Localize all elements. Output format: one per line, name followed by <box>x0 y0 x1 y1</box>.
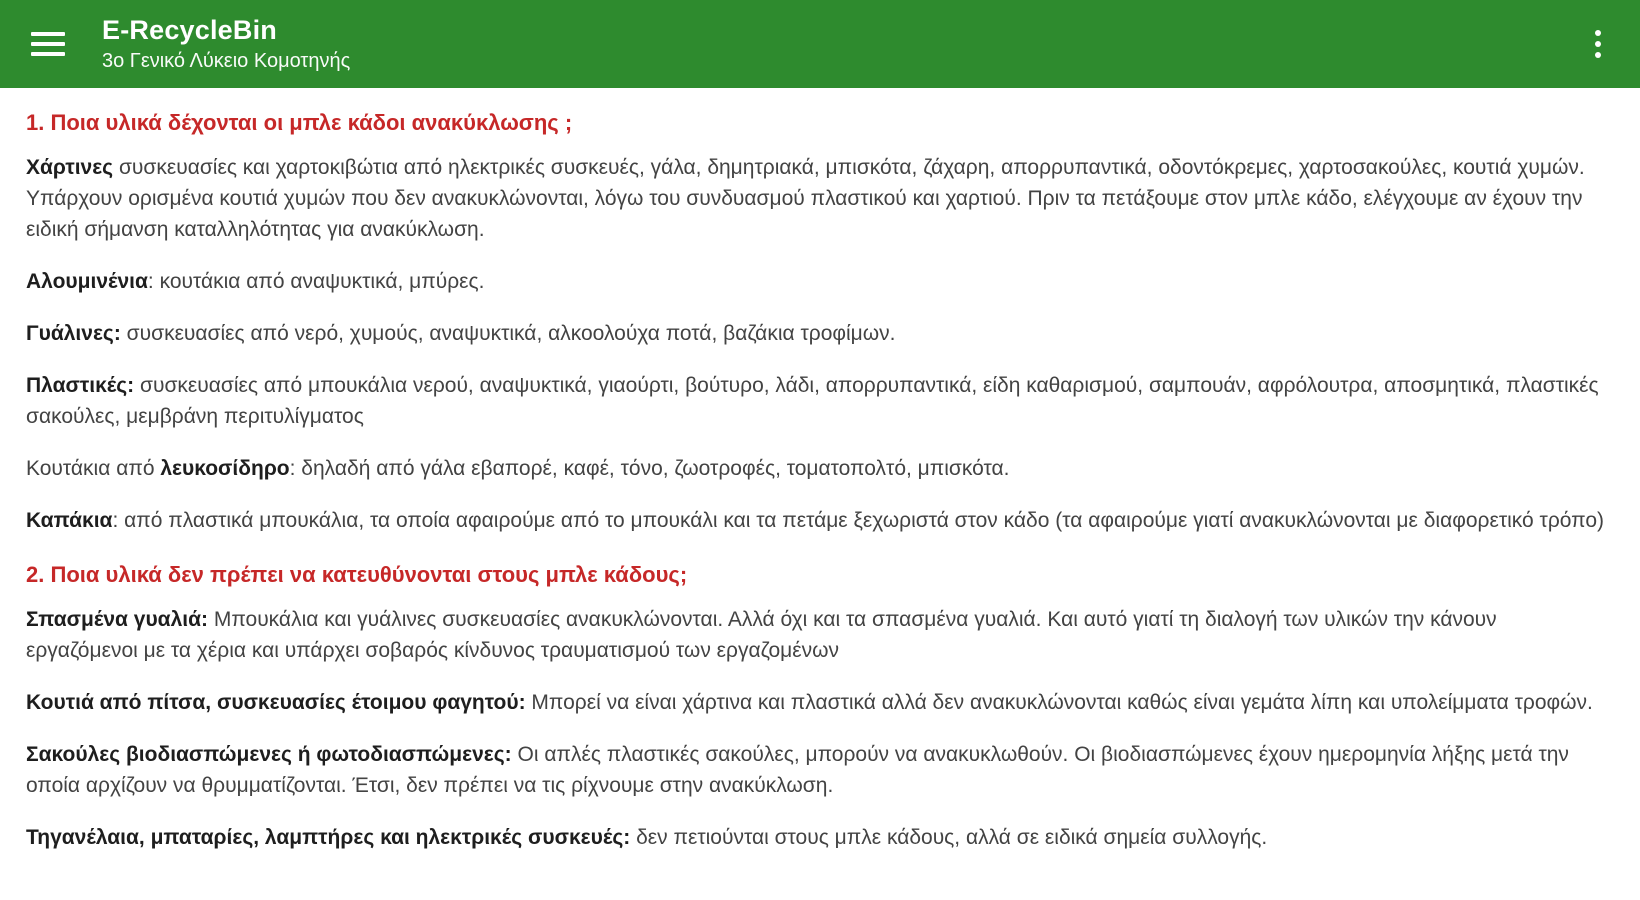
app-subtitle: 3ο Γενικό Λύκειο Κομοτηνής <box>102 50 351 73</box>
cutoff-paragraph: Τηγανέλαια, μπαταρίες, λαμπτήρες και ηλεκτρικές συσκευές: δεν πετιούνται στους μπλε κάδους, αλλά σε ειδικά σημεία συλλογής. <box>26 826 1268 849</box>
app-bar <box>0 0 1640 88</box>
paragraph-aluminum: Αλουμινένια: κουτάκια από αναψυκτικά, μπύρες. <box>26 270 485 293</box>
section1-heading: 1. Ποια υλικά δέχονται οι μπλε κάδοι ανακύκλωσης ; <box>26 110 573 135</box>
paragraph-paper: Χάρτινες συσκευασίες και χαρτοκιβώτια από ηλεκτρικές συσκευές, γάλα, δημητριακά, μπισκότα, ζάχαρη, απορρυπαντικά, οδοντόκρεμες, χαρτοσακούλες, κουτιά χυμών. Υπάρχουν ορισμένα κουτιά χυμών που δεν ανακυκλώνονται, λόγω του συνδυασμού πλαστικού και χαρτιού. Πριν τα πετάξουμε στον μπλε κάδο, ελέγχουμε αν έχουν την ειδική σήμανση καταλληλότητας για ανακύκλωση. <box>26 156 1585 241</box>
section2-heading: 2. Ποια υλικά δεν πρέπει να κατευθύνονται στους μπλε κάδους; <box>26 562 688 587</box>
paragraph-plastic: Πλαστικές: συσκευασίες από μπουκάλια νερού, αναψυκτικά, γιαούρτι, βούτυρο, λάδι, απορρυπαντικά, είδη καθαρισμού, σαμπουάν, αφρόλουτρα, αποσμητικά, πλαστικές σακούλες, μεμβράνη περιτυλίγματος <box>26 374 1599 428</box>
paragraph-tinplate: Κουτάκια από λευκοσίδηρο: δηλαδή από γάλα εβαπορέ, καφέ, τόνο, ζωοτροφές, τοματοπολτό, μπισκότα. <box>26 457 1010 480</box>
hamburger-menu-button[interactable] <box>20 16 76 72</box>
kebab-menu-icon <box>1595 25 1601 63</box>
hamburger-icon <box>31 26 65 62</box>
paragraph-glass: Γυάλινες: συσκευασίες από νερό, χυμούς, αναψυκτικά, αλκοολούχα ποτά, βαζάκια τροφίμων. <box>26 322 896 345</box>
paragraph-caps: Καπάκια: από πλαστικά μπουκάλια, τα οποία αφαιρούμε από το μπουκάλι και τα πετάμε ξεχωριστά στον κάδο (τα αφαιρούμε γιατί ανακυκλώνονται με διαφορετικό τρόπο) <box>26 509 1605 532</box>
paragraph-biodegradable-bags: Σακούλες βιοδιασπώμενες ή φωτοδιασπώμενες: Οι απλές πλαστικές σακούλες, μπορούν να ανακυκλωθούν. Οι βιοδιασπώμενες έχουν ημερομηνία λήξης μετά την οποία αρχίζουν να θρυμματίζονται. Έτσι, δεν πρέπει να τις ρίχνουμε στην ανακύκλωση. <box>26 743 1569 797</box>
content-area[interactable] <box>0 88 1640 900</box>
app-title: E-RecycleBin <box>102 14 277 45</box>
app-title-block <box>102 14 350 75</box>
paragraph-pizza-boxes: Κουτιά από πίτσα, συσκευασίες έτοιμου φαγητού: Μπορεί να είναι χάρτινα και πλαστικά αλλά δεν ανακυκλώνονται καθώς είναι γεμάτα λίπη και υπολείμματα τροφών. <box>26 691 1593 714</box>
paragraph-broken-glass: Σπασμένα γυαλιά: Μπουκάλια και γυάλινες συσκευασίες ανακυκλώνονται. Αλλά όχι και τα σπασμένα γυαλιά. Και αυτό γιατί τη διαλογή των υλικών την κάνουν εργαζόμενοι με τα χέρια και υπάρχει σοβαρός κίνδυνος τραυματισμού των εργαζομένων <box>26 608 1497 662</box>
overflow-menu-button[interactable] <box>1578 16 1618 72</box>
